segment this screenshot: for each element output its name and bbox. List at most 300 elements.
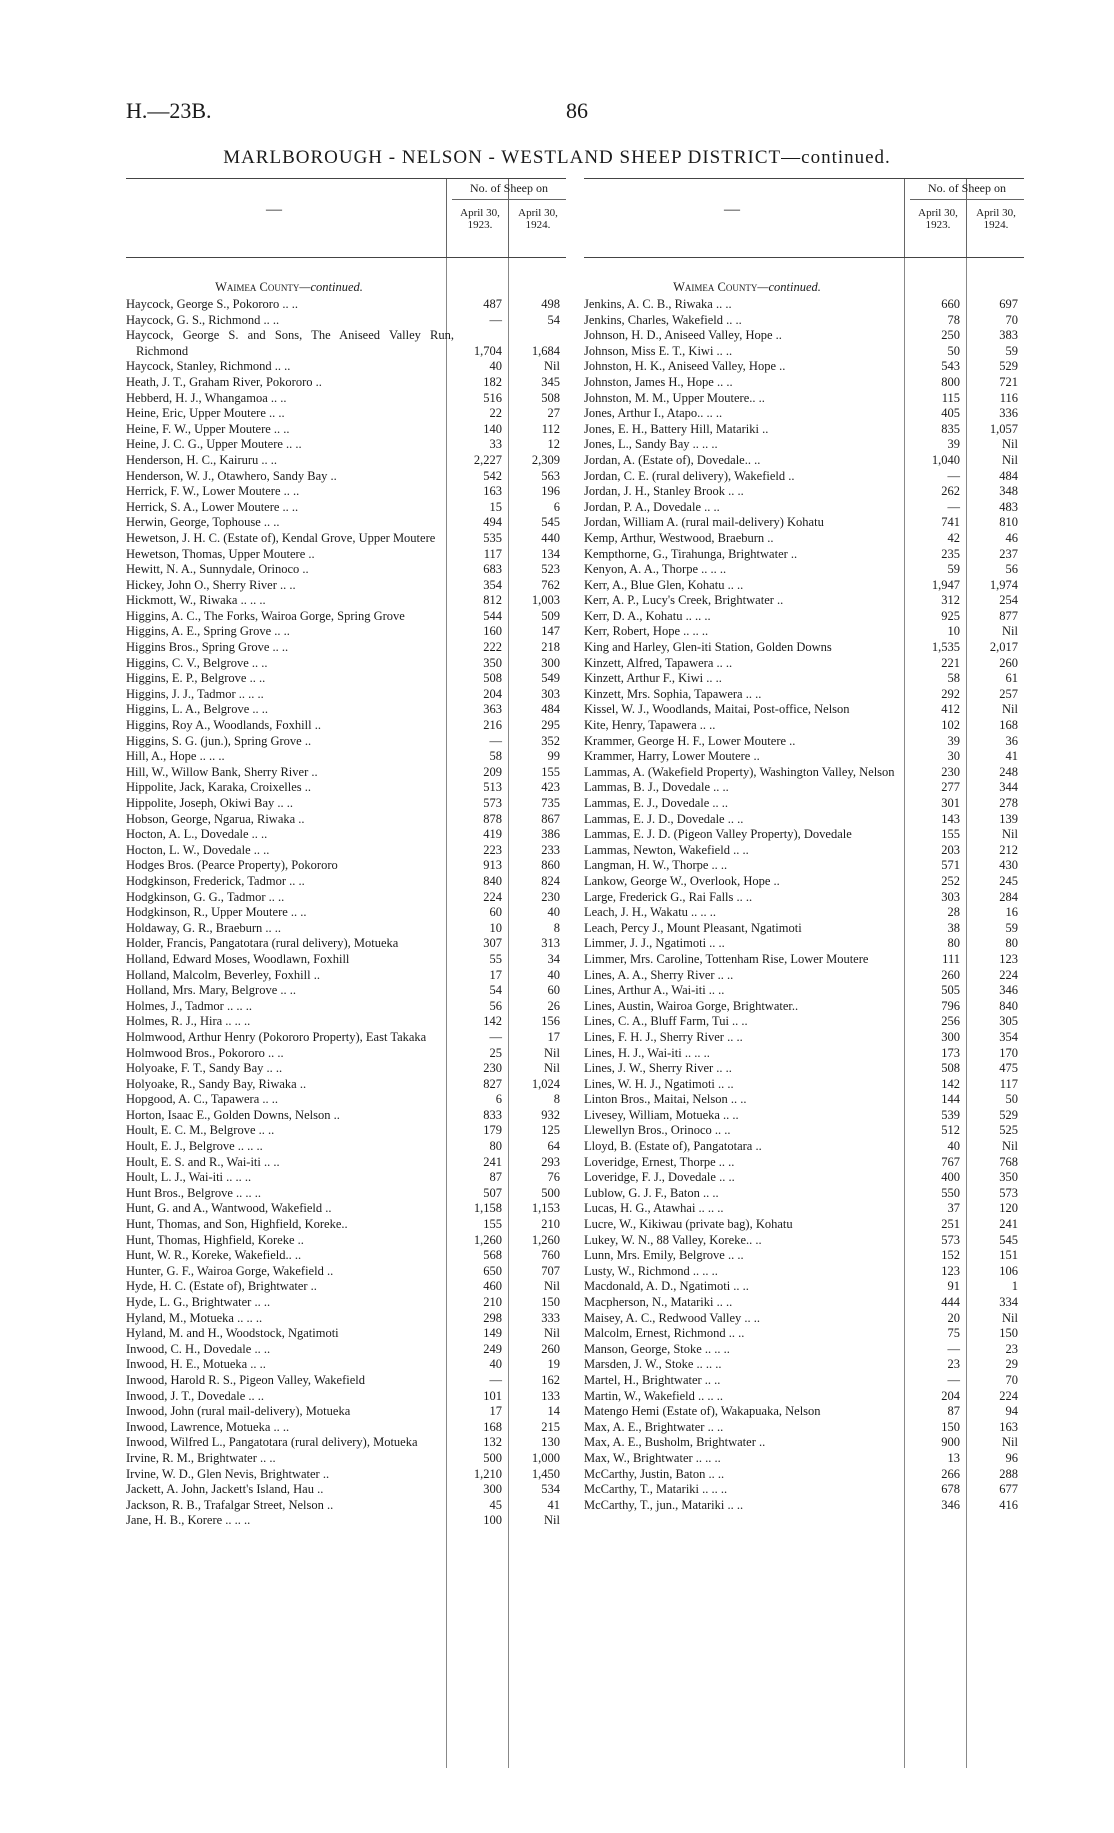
sheep-1923: 222	[483, 640, 502, 655]
table-row	[126, 1108, 566, 1124]
table-row	[126, 1357, 566, 1373]
owner-name: Jordan, William A. (rural mail-delivery) Kohatu	[584, 515, 824, 530]
sheep-1923: 573	[483, 796, 502, 810]
owner-name: Jones, E. H., Battery Hill, Matariki ..	[584, 421, 769, 436]
sheep-1923: 60	[489, 905, 502, 920]
owner-name: Johnson, Miss E. T., Kiwi .. ..	[584, 343, 733, 358]
owner-name: Inwood, Harold R. S., Pigeon Valley, Wakefield	[126, 1372, 366, 1387]
sheep-1923: 249	[483, 1341, 502, 1356]
header-col-1923: April 30, 1923.	[460, 207, 500, 231]
sheep-1924: 1,684	[531, 343, 560, 358]
sheep-1924: 303	[541, 686, 560, 701]
table-row	[126, 671, 566, 687]
owner-name: Kerr, A., Blue Glen, Kohatu .. ..	[584, 577, 744, 592]
sheep-1923: 840	[483, 873, 502, 888]
sheep-1924: 64	[547, 1139, 560, 1154]
sheep-1924: 416	[999, 1497, 1018, 1512]
sheep-1923: 87	[489, 1170, 502, 1185]
table-row	[584, 609, 1024, 625]
sheep-1923: 182	[483, 374, 502, 389]
table-row	[126, 375, 566, 391]
owner-name: Lines, Austin, Wairoa Gorge, Brightwater..	[584, 998, 799, 1013]
table-row	[126, 858, 566, 874]
sheep-1923: 350	[483, 655, 502, 670]
table-row	[584, 593, 1024, 609]
table-row	[126, 749, 566, 765]
table-row	[126, 453, 566, 469]
table-row	[584, 437, 1024, 453]
sheep-1924: 99	[547, 749, 560, 764]
owner-name: Hippolite, Jack, Karaka, Croixelles ..	[126, 780, 312, 795]
sheep-1923: 91	[947, 1279, 960, 1294]
sheep-1923: 155	[941, 827, 960, 842]
sheep-1924: 333	[541, 1310, 560, 1325]
owner-name: Kerr, Robert, Hope .. .. ..	[584, 624, 709, 639]
sheep-1924: 260	[999, 655, 1018, 670]
table-row	[584, 1357, 1024, 1373]
sheep-1923: 405	[941, 406, 960, 421]
sheep-1923: 210	[483, 1295, 502, 1309]
sheep-1923: 650	[483, 1263, 502, 1278]
sheep-1924: 241	[999, 1217, 1018, 1232]
sheep-1923: 163	[483, 484, 502, 499]
table-row	[584, 422, 1024, 438]
table-row	[126, 624, 566, 640]
sheep-1923: 1,210	[473, 1466, 502, 1481]
owner-name: Jenkins, A. C. B., Riwaka .. ..	[584, 297, 732, 311]
sheep-1924: 573	[999, 1185, 1018, 1200]
table-row	[126, 313, 566, 329]
owner-name: Holyoake, R., Sandy Bay, Riwaka ..	[126, 1076, 307, 1091]
county-heading: Waimea County—continued.	[673, 280, 821, 294]
owner-name: Hunt Bros., Belgrove .. .. ..	[126, 1185, 262, 1200]
sheep-1923: 913	[483, 858, 502, 873]
sheep-1924: 224	[999, 1388, 1018, 1403]
sheep-1924: 824	[541, 873, 560, 888]
sheep-1924: 697	[999, 297, 1018, 311]
owner-name: Heine, F. W., Upper Moutere .. ..	[126, 421, 290, 436]
owner-name: Leach, J. H., Wakatu .. .. ..	[584, 905, 717, 920]
owner-name: Hunt, Thomas, and Son, Highfield, Koreke..	[126, 1217, 348, 1232]
owner-name: Krammer, George H. F., Lower Moutere ..	[584, 733, 796, 748]
sheep-1924: 40	[547, 905, 560, 920]
table-row	[584, 734, 1024, 750]
sheep-1924: 300	[541, 655, 560, 670]
owner-name: Hoult, E. C. M., Belgrove .. ..	[126, 1123, 275, 1138]
sheep-1923: 56	[489, 998, 502, 1013]
table-row	[584, 656, 1024, 672]
header-dash: —	[266, 201, 282, 218]
table-row	[126, 1248, 566, 1264]
sheep-1923: 78	[947, 312, 960, 327]
table-row	[126, 1295, 566, 1311]
sheep-1923: 419	[483, 827, 502, 842]
table-row	[584, 391, 1024, 407]
sheep-1924: 41	[547, 1497, 560, 1512]
owner-name: Holmes, R. J., Hira .. .. ..	[126, 1014, 251, 1029]
sheep-1923: 40	[489, 1357, 502, 1372]
owner-name: Higgins Bros., Spring Grove .. ..	[126, 640, 289, 655]
sheep-1924: 155	[541, 764, 560, 779]
sheep-1924: 218	[541, 640, 560, 655]
owner-name: Lines, C. A., Bluff Farm, Tui .. ..	[584, 1014, 748, 1029]
sheep-1923: 544	[483, 608, 502, 623]
table-row	[126, 1155, 566, 1171]
owner-name: Hocton, A. L., Dovedale .. ..	[126, 827, 268, 842]
owner-name: Linton Bros., Maitai, Nelson .. ..	[584, 1092, 747, 1107]
owner-name: Jordan, A. (Estate of), Dovedale.. ..	[584, 452, 761, 467]
sheep-1924: 345	[541, 374, 560, 389]
table-row	[126, 640, 566, 656]
sheep-1923: 307	[483, 936, 502, 951]
table-row	[126, 812, 566, 828]
sheep-1924: 293	[541, 1154, 560, 1169]
sheep-1923: 216	[483, 718, 502, 733]
owner-name: Johnson, H. D., Aniseed Valley, Hope ..	[584, 328, 782, 343]
table-row	[584, 547, 1024, 563]
sheep-1923: 15	[489, 499, 502, 514]
sheep-1924: 707	[541, 1263, 560, 1278]
table-row	[126, 406, 566, 422]
sheep-1923: 767	[941, 1154, 960, 1169]
sheep-1924: 60	[547, 983, 560, 998]
owner-name: Higgins, Roy A., Woodlands, Foxhill ..	[126, 718, 321, 733]
sheep-1924: Nil	[1002, 827, 1018, 842]
table-row	[584, 936, 1024, 952]
table-row	[126, 843, 566, 859]
sheep-1924: 130	[541, 1435, 560, 1450]
table-row	[126, 1435, 566, 1451]
sheep-1923: 301	[941, 796, 960, 810]
owner-name: Lunn, Mrs. Emily, Belgrove .. ..	[584, 1248, 744, 1263]
sheep-1924: Nil	[544, 1045, 560, 1060]
sheep-1923: 152	[941, 1248, 960, 1263]
table-row	[584, 952, 1024, 968]
sheep-1924: 877	[999, 608, 1018, 623]
sheep-1924: 29	[1005, 1357, 1018, 1372]
table-row	[126, 1451, 566, 1467]
owner-name: McCarthy, Justin, Baton .. ..	[584, 1466, 725, 1481]
owner-name: Max, W., Brightwater .. .. ..	[584, 1450, 721, 1465]
table-row	[584, 1326, 1024, 1342]
county-heading: Waimea County—continued.	[215, 280, 363, 294]
owner-name: Limmer, J. J., Ngatimoti .. ..	[584, 936, 725, 951]
sheep-1923: 835	[941, 421, 960, 436]
owner-name: Holdaway, G. R., Braeburn .. ..	[126, 920, 282, 935]
sheep-1924: 484	[541, 702, 560, 717]
table-row	[584, 406, 1024, 422]
sheep-1923: 252	[941, 873, 960, 888]
sheep-1923: —	[489, 1029, 502, 1044]
table-row	[584, 843, 1024, 859]
table-row	[126, 1467, 566, 1483]
table-row	[126, 1092, 566, 1108]
sheep-1924: 14	[547, 1404, 560, 1419]
owner-name: Johnston, M. M., Upper Moutere.. ..	[584, 390, 765, 405]
sheep-1924: 810	[999, 515, 1018, 530]
owner-name: Herwin, George, Tophouse .. ..	[126, 515, 280, 530]
owner-name: Jordan, C. E. (rural delivery), Wakefield ..	[584, 468, 795, 483]
sheep-1924: 120	[999, 1201, 1018, 1216]
sheep-1924: 313	[541, 936, 560, 951]
sheep-1923: —	[947, 1341, 960, 1356]
owner-name: Kerr, A. P., Lucy's Creek, Brightwater ..	[584, 593, 784, 608]
sheep-1924: 563	[541, 468, 560, 483]
sheep-1924: 212	[999, 842, 1018, 857]
sheep-1924: 305	[999, 1014, 1018, 1029]
sheep-1923: 363	[483, 702, 502, 717]
sheep-1923: 251	[941, 1217, 960, 1232]
sheep-1923: 354	[483, 577, 502, 592]
sheep-1923: 59	[947, 562, 960, 577]
sheep-1923: 513	[483, 780, 502, 795]
sheep-1924: 224	[999, 967, 1018, 982]
sheep-1924: Nil	[1002, 624, 1018, 639]
owner-name: Martel, H., Brightwater .. ..	[584, 1372, 721, 1387]
owner-name: Hopgood, A. C., Tapawera .. ..	[126, 1092, 278, 1107]
owner-name: Higgins, J. J., Tadmor .. .. ..	[126, 686, 264, 701]
table-header	[126, 178, 566, 258]
sheep-1923: 346	[941, 1497, 960, 1512]
sheep-1923: 494	[483, 515, 502, 530]
owner-name: Macdonald, A. D., Ngatimoti .. ..	[584, 1279, 749, 1294]
sheep-1923: 13	[947, 1450, 960, 1465]
owner-name: Hunter, G. F., Wairoa Gorge, Wakefield ..	[126, 1263, 334, 1278]
sheep-1923: 235	[941, 546, 960, 561]
sheep-1924: Nil	[1002, 452, 1018, 467]
left-rows	[126, 297, 566, 1529]
table-body	[126, 258, 566, 1768]
sheep-1923: 505	[941, 983, 960, 998]
table-row	[126, 968, 566, 984]
sheep-1923: 800	[941, 374, 960, 389]
owner-name: Loveridge, Ernest, Thorpe .. ..	[584, 1154, 735, 1169]
table-row	[584, 453, 1024, 469]
table-row	[126, 328, 566, 359]
owner-name: Martin, W., Wakefield .. .. ..	[584, 1388, 724, 1403]
sheep-1923: 833	[483, 1107, 502, 1122]
sheep-1924: 760	[541, 1248, 560, 1263]
owner-name: Loveridge, F. J., Dovedale .. ..	[584, 1170, 735, 1185]
owner-name: Inwood, J. T., Dovedale .. ..	[126, 1388, 265, 1403]
sheep-1923: —	[489, 733, 502, 748]
table-row	[584, 375, 1024, 391]
sheep-1924: 230	[541, 889, 560, 904]
sheep-1924: 534	[541, 1482, 560, 1497]
sheep-1923: 17	[489, 1404, 502, 1419]
table-row	[126, 484, 566, 500]
owner-name: Maisey, A. C., Redwood Valley .. ..	[584, 1310, 761, 1325]
sheep-1924: Nil	[1002, 702, 1018, 717]
table-row	[126, 827, 566, 843]
owner-name: Holmwood Bros., Pokororo .. ..	[126, 1045, 284, 1060]
sheep-1923: —	[489, 1372, 502, 1387]
sheep-1923: 277	[941, 780, 960, 795]
table-row	[126, 422, 566, 438]
owner-name: Llewellyn Bros., Orinoco .. ..	[584, 1123, 731, 1138]
owner-name: Lines, J. W., Sherry River .. ..	[584, 1061, 732, 1076]
table-row	[126, 1046, 566, 1062]
sheep-1923: 412	[941, 702, 960, 717]
table-row	[584, 1030, 1024, 1046]
owner-name: Kite, Henry, Tapawera .. ..	[584, 718, 716, 733]
table-row	[126, 796, 566, 812]
sheep-1923: 571	[941, 858, 960, 873]
table-row	[584, 1217, 1024, 1233]
owner-name: Hunt, Thomas, Highfield, Koreke ..	[126, 1232, 304, 1247]
owner-name: Hickey, John O., Sherry River .. ..	[126, 577, 296, 592]
sheep-1923: 101	[483, 1388, 502, 1403]
table-row	[584, 812, 1024, 828]
sheep-1924: 386	[541, 827, 560, 842]
table-row	[126, 1342, 566, 1358]
owner-name: Haycock, George S. and Sons, The Aniseed Valley Run, Richmond	[126, 328, 454, 358]
sheep-1924: 430	[999, 858, 1018, 873]
table-row	[126, 905, 566, 921]
sheep-1924: 19	[547, 1357, 560, 1372]
sheep-1923: 542	[483, 468, 502, 483]
owner-name: Lukey, W. N., 88 Valley, Koreke.. ..	[584, 1232, 762, 1247]
sheep-1923: 516	[483, 390, 502, 405]
sheep-1923: 102	[941, 718, 960, 733]
sheep-1923: 80	[947, 936, 960, 951]
sheep-1923: 550	[941, 1185, 960, 1200]
sheep-1924: 116	[999, 390, 1018, 405]
sheep-1924: 112	[541, 421, 560, 436]
sheep-1923: 40	[489, 359, 502, 374]
sheep-1923: 300	[483, 1482, 502, 1497]
table-row	[584, 1108, 1024, 1124]
sheep-1924: 196	[541, 484, 560, 499]
owner-name: Inwood, C. H., Dovedale .. ..	[126, 1341, 271, 1356]
owner-name: Lines, H. J., Wai-iti .. .. ..	[584, 1045, 710, 1060]
owner-name: Kemp, Arthur, Westwood, Braeburn ..	[584, 530, 774, 545]
table-row	[584, 1311, 1024, 1327]
table-row	[126, 1186, 566, 1202]
sheep-1923: 20	[947, 1310, 960, 1325]
sheep-1923: 460	[483, 1279, 502, 1294]
owner-name: Macpherson, N., Matariki .. ..	[584, 1295, 733, 1309]
sheep-1924: 150	[541, 1295, 560, 1309]
owner-name: Hewetson, J. H. C. (Estate of), Kendal Grove, Upper Moutere	[126, 530, 436, 545]
sheep-1923: 45	[489, 1497, 502, 1512]
owner-name: Hobson, George, Ngarua, Riwaka ..	[126, 811, 305, 826]
sheep-1924: 288	[999, 1466, 1018, 1481]
table-row	[584, 328, 1024, 344]
sheep-1924: 26	[547, 998, 560, 1013]
owner-name: Inwood, H. E., Motueka .. ..	[126, 1357, 266, 1372]
sheep-1923: 168	[483, 1419, 502, 1434]
owner-name: Jenkins, Charles, Wakefield .. ..	[584, 312, 742, 327]
sheep-1924: 2,309	[531, 452, 560, 467]
owner-name: Lankow, George W., Overlook, Hope ..	[584, 873, 780, 888]
sheep-1923: 123	[941, 1263, 960, 1278]
table-row	[126, 890, 566, 906]
owner-name: Haycock, Stanley, Richmond .. ..	[126, 359, 291, 374]
sheep-1924: 117	[999, 1076, 1018, 1091]
table-row	[584, 983, 1024, 999]
sheep-1923: 1,260	[473, 1232, 502, 1247]
owner-name: Jordan, J. H., Stanley Brook .. ..	[584, 484, 744, 499]
sheep-1924: 151	[999, 1248, 1018, 1263]
table-row	[126, 1311, 566, 1327]
owner-name: Heath, J. T., Graham River, Pokororo ..	[126, 374, 322, 389]
sheep-1924: 545	[541, 515, 560, 530]
sheep-1924: 484	[999, 468, 1018, 483]
sheep-1923: 115	[941, 390, 960, 405]
sheep-1923: 40	[947, 1139, 960, 1154]
sheep-1923: 400	[941, 1170, 960, 1185]
sheep-1924: 350	[999, 1170, 1018, 1185]
table-row	[126, 1201, 566, 1217]
page-title: MARLBOROUGH - NELSON - WESTLAND SHEEP DISTRICT—continued.	[223, 147, 891, 168]
owner-name: Lucas, H. G., Atawhai .. .. ..	[584, 1201, 724, 1216]
sheep-1924: 162	[541, 1372, 560, 1387]
sheep-1923: 568	[483, 1248, 502, 1263]
table-row	[126, 609, 566, 625]
table-row	[126, 1139, 566, 1155]
sheep-1923: 539	[941, 1107, 960, 1122]
sheep-1924: 260	[541, 1341, 560, 1356]
sheep-1923: 573	[941, 1232, 960, 1247]
owner-name: Higgins, A. E., Spring Grove .. ..	[126, 624, 290, 639]
sheep-1923: 100	[483, 1513, 502, 1528]
header-group-label: No. of Sheep on	[452, 181, 566, 200]
table-row	[126, 983, 566, 999]
sheep-1923: 54	[489, 983, 502, 998]
sheep-1923: 256	[941, 1014, 960, 1029]
sheep-1923: 298	[483, 1310, 502, 1325]
sheep-1924: 133	[541, 1388, 560, 1403]
sheep-1924: 210	[541, 1217, 560, 1232]
owner-name: King and Harley, Glen-iti Station, Golden Downs	[584, 640, 832, 655]
sheep-1923: 827	[483, 1076, 502, 1091]
sheep-1923: 39	[947, 733, 960, 748]
sheep-1923: 87	[947, 1404, 960, 1419]
sheep-1924: 70	[1005, 1372, 1018, 1387]
sheep-1924: Nil	[544, 1326, 560, 1341]
owner-name: Malcolm, Ernest, Richmond .. ..	[584, 1326, 745, 1341]
sheep-1923: 535	[483, 530, 502, 545]
sheep-1924: 27	[547, 406, 560, 421]
table-row	[584, 1342, 1024, 1358]
owner-name: Holmwood, Arthur Henry (Pokororo Property), East Takaka	[126, 1029, 427, 1044]
owner-name: Lammas, E. J., Dovedale .. ..	[584, 796, 729, 810]
owner-name: Hippolite, Joseph, Okiwi Bay .. ..	[126, 796, 294, 810]
owner-name: Leach, Percy J., Mount Pleasant, Ngatimoti	[584, 920, 802, 935]
table-row	[584, 1404, 1024, 1420]
owner-name: Hyde, L. G., Brightwater .. ..	[126, 1295, 271, 1309]
sheep-1924: 529	[999, 1107, 1018, 1122]
sheep-1923: 500	[483, 1450, 502, 1465]
sheep-1924: 56	[1005, 562, 1018, 577]
sheep-1924: 12	[547, 437, 560, 452]
owner-name: McCarthy, T., Matariki .. .. ..	[584, 1482, 728, 1497]
table-row	[584, 1061, 1024, 1077]
sheep-1924: 94	[1005, 1404, 1018, 1419]
owner-name: Inwood, John (rural mail-delivery), Motueka	[126, 1404, 351, 1419]
owner-name: Hoult, E. J., Belgrove .. .. ..	[126, 1139, 263, 1154]
owner-name: Higgins, C. V., Belgrove .. ..	[126, 655, 268, 670]
table-row	[126, 593, 566, 609]
sheep-1923: 25	[489, 1045, 502, 1060]
table-row	[584, 1186, 1024, 1202]
sheep-1923: 149	[483, 1326, 502, 1341]
table-row	[126, 297, 566, 313]
owner-name: Higgins, L. A., Belgrove .. ..	[126, 702, 269, 717]
table-row	[126, 780, 566, 796]
table-row	[584, 1451, 1024, 1467]
